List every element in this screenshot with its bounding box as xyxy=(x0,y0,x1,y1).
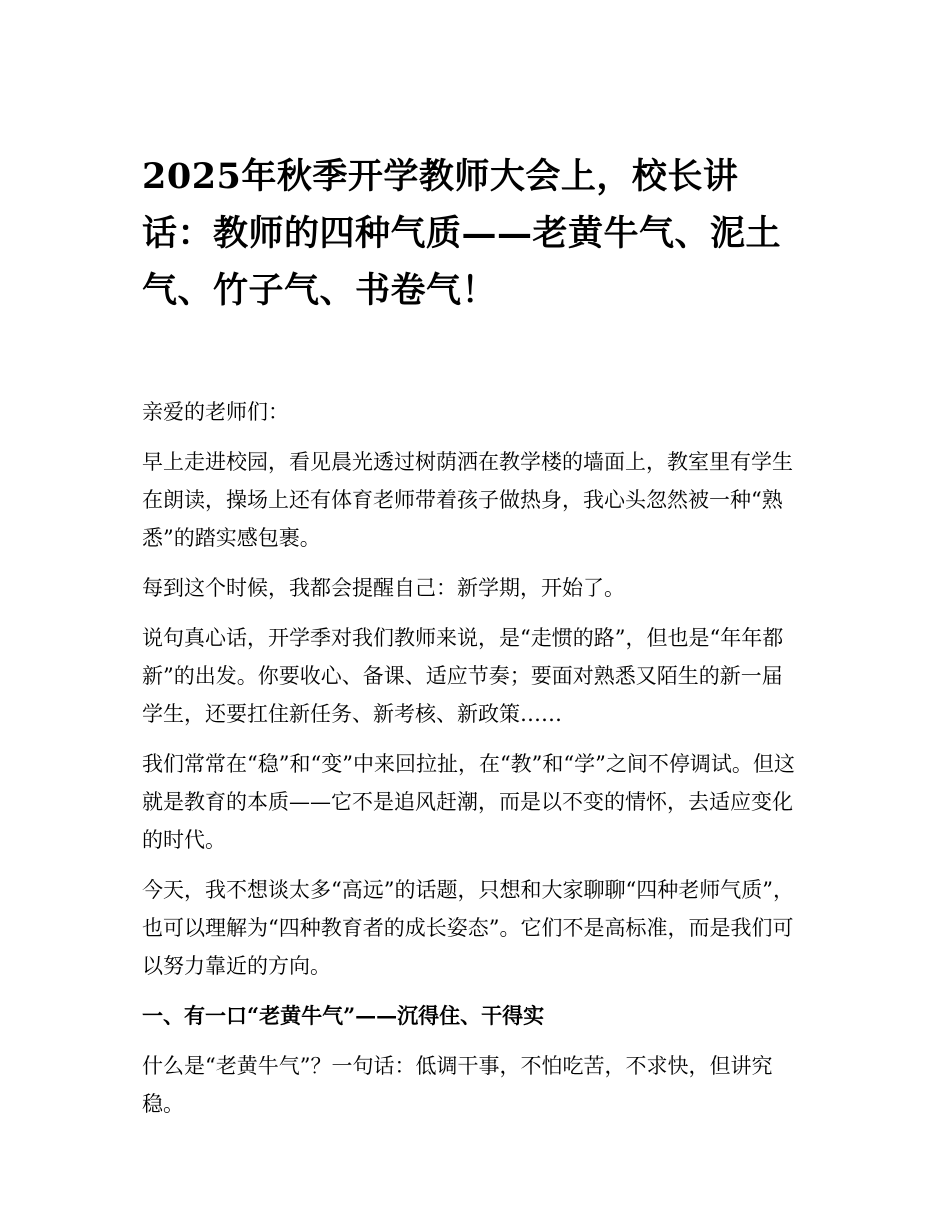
document-title: 2025年秋季开学教师大会上，校长讲话：教师的四种气质——老黄牛气、泥土气、竹子气、书卷气！ xyxy=(142,156,782,311)
paragraph: 我们常常在“稳”和“变”中来回拉扯，在“教”和“学”之间不停调试。但这就是教育的本质——它不是追风赶潮，而是以不变的情怀，去适应变化的时代。 xyxy=(142,752,795,852)
greeting: 亲爱的老师们： xyxy=(142,400,289,424)
paragraph: 说句真心话，开学季对我们教师来说，是“走惯的路”，但也是“年年都新”的出发。你要收心、备课、适应节奏；要面对熟悉又陌生的新一届学生，还要扛住新任务、新考核、新政策…… xyxy=(142,626,784,726)
document-page xyxy=(142,148,802,1135)
paragraph: 每到这个时候，我都会提醒自己：新学期，开始了。 xyxy=(142,576,625,600)
paragraph: 什么是“老黄牛气”？一句话：低调干事，不怕吃苦，不求快，但讲究稳。 xyxy=(142,1054,773,1116)
section-heading: 一、有一口“老黄牛气”——沉得住、干得实 xyxy=(142,1003,545,1028)
paragraph: 今天，我不想谈太多“高远”的话题，只想和大家聊聊“四种老师气质”，也可以理解为“四种教育者的成长姿态”。它们不是高标准，而是我们可以努力靠近的方向。 xyxy=(142,878,794,978)
paragraph: 早上走进校园，看见晨光透过树荫洒在教学楼的墙面上，教室里有学生在朗读，操场上还有体育老师带着孩子做热身，我心头忽然被一种“熟悉”的踏实感包裹。 xyxy=(142,450,793,550)
document-body xyxy=(142,393,802,1123)
